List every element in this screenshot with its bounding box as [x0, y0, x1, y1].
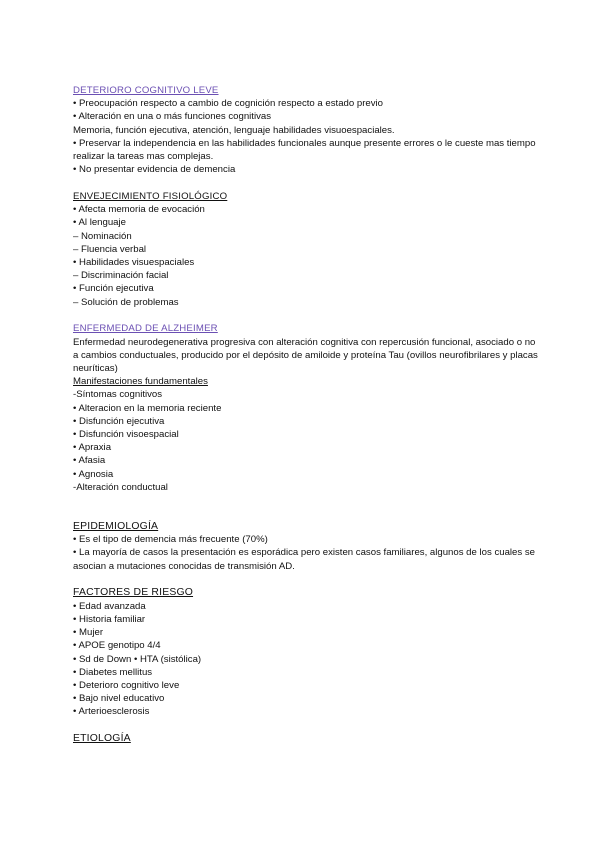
text-line: • Preocupación respecto a cambio de cognición respecto a estado previo — [73, 98, 384, 110]
text-line: • Agnosia — [73, 468, 114, 480]
text-line: • No presentar evidencia de demencia — [73, 164, 236, 176]
text-line: • Historia familiar — [73, 613, 146, 625]
text-line: • Sd de Down • HTA (sistólica) — [73, 653, 202, 665]
text-line: -Alteración conductual — [73, 481, 168, 493]
section-heading: EPIDEMIOLOGÍA — [73, 521, 159, 533]
text-line: – Fluencia verbal — [73, 243, 147, 255]
text-line: • Arterioesclerosis — [73, 706, 150, 718]
section-etiologia — [73, 732, 543, 745]
text-line: • Apraxia — [73, 442, 112, 454]
section-heading: ETIOLOGÍA — [73, 733, 131, 745]
text-line: • Alteracion en la memoria reciente — [73, 402, 222, 414]
text-paragraph: Enfermedad neurodegenerativa progresiva con alteración cognitiva con repercusión funcional, asociado o no a cambios conductuales, producido por el depósito de amiloide y proteína Tau (ovillos neurofibrilares y placas neuríticas) — [73, 336, 538, 375]
section-heading: ENFERMEDAD DE ALZHEIMER — [73, 323, 218, 335]
text-line: • Preservar la independencia en las habilidades funcionales aunque presente errores o le cueste mas tiempo realizar la tareas mas complejas. — [73, 137, 536, 163]
text-line: • Es el tipo de demencia más frecuente (70%) — [73, 534, 268, 546]
subsection-heading: Manifestaciones fundamentales — [73, 376, 208, 388]
section-heading: FACTORES DE RIESGO — [73, 587, 194, 599]
text-line: • Al lenguaje — [73, 217, 126, 229]
text-line: • Bajo nivel educativo — [73, 693, 165, 705]
section-heading: DETERIORO COGNITIVO LEVE — [73, 85, 219, 96]
text-line: • Habilidades visuespaciales — [73, 257, 195, 269]
section-factores-de-riesgo — [73, 586, 543, 718]
section-heading: ENVEJECIMIENTO FISIOLÓGICO — [73, 191, 228, 203]
text-line: – Solución de problemas — [73, 296, 179, 308]
text-line: • Disfunción ejecutiva — [73, 415, 165, 427]
text-line: • Edad avanzada — [73, 600, 146, 612]
section-envejecimiento-fisiologico — [73, 190, 543, 309]
text-line: • Deterioro cognitivo leve — [73, 679, 180, 691]
text-line: • Afasia — [73, 455, 106, 467]
text-line: • APOE genotipo 4/4 — [73, 640, 161, 652]
text-line: -Síntomas cognitivos — [73, 389, 163, 401]
text-line: • Función ejecutiva — [73, 283, 154, 295]
text-line: – Nominación — [73, 230, 132, 242]
text-line: Memoria, función ejecutiva, atención, lenguaje habilidades visuoespaciales. — [73, 124, 395, 136]
section-epidemiologia — [73, 520, 543, 573]
document-page — [73, 84, 543, 759]
text-line: • Mujer — [73, 627, 104, 639]
text-line: • Alteración en una o más funciones cognitivas — [73, 111, 272, 123]
text-line: • Afecta memoria de evocación — [73, 204, 205, 216]
text-line: • Disfunción visoespacial — [73, 429, 179, 441]
text-line: • La mayoría de casos la presentación es esporádica pero existen casos familiares, algunos de los cuales se asocian a mutaciones conocidas de transmisión AD. — [73, 547, 535, 572]
section-deterioro-cognitivo-leve — [73, 84, 543, 176]
section-enfermedad-de-alzheimer — [73, 322, 543, 494]
text-line: – Discriminación facial — [73, 270, 169, 282]
text-line: • Diabetes mellitus — [73, 666, 153, 678]
